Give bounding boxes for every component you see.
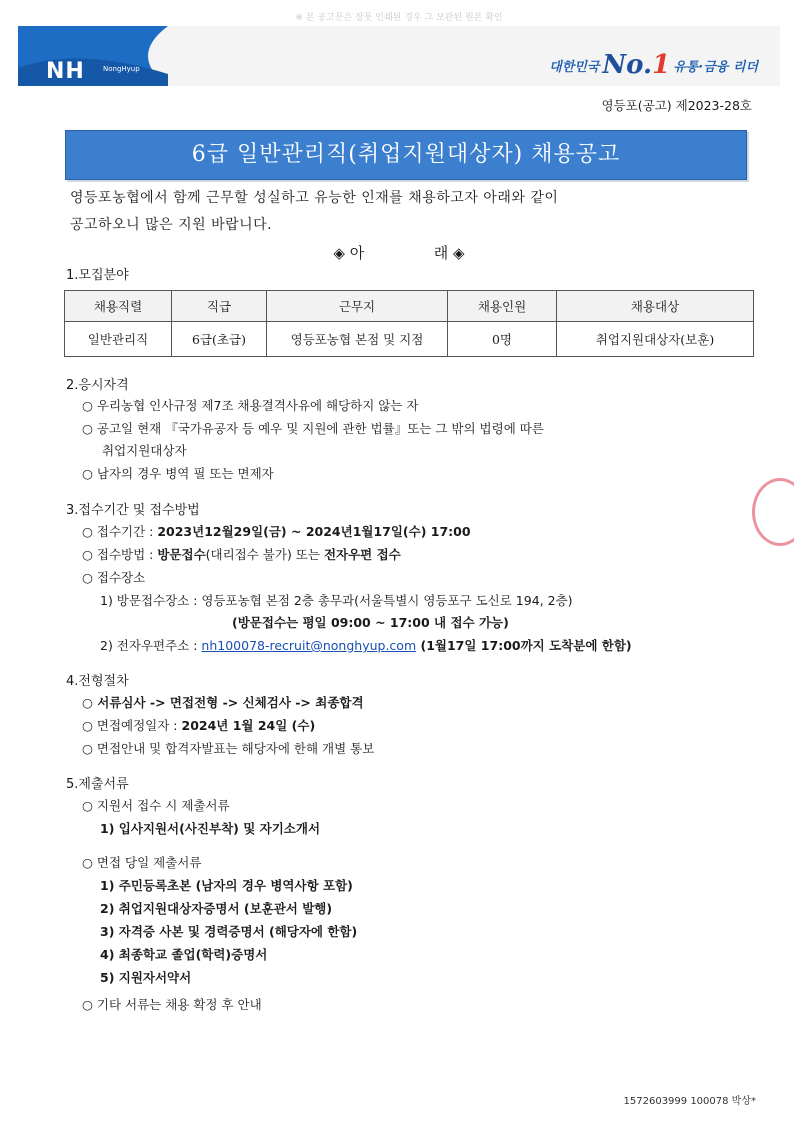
table-header-row [65, 291, 754, 322]
visit-place: 1) 방문접수장소 : 영등포농협 본점 2층 총무과(서울특별시 영등포구 도신로 194, 2층) [100, 593, 573, 608]
interview-docs-label: ○ 면접 당일 제출서류 [82, 855, 202, 870]
slogan [549, 45, 758, 85]
selection-flow: ○ 서류심사 -> 면접전형 -> 신체검사 -> 최종합격 [82, 695, 364, 710]
document-page [18, 10, 780, 1107]
recruitment-table [64, 290, 754, 357]
interview-doc-item: 5) 지원자서약서 [100, 970, 192, 985]
table-header: 채용인원 [448, 291, 557, 322]
notice-left: ◈ 아 [333, 244, 365, 262]
qualification-item: ○ 남자의 경우 병역 필 또는 면제자 [82, 466, 274, 481]
result-notice: ○ 면접안내 및 합격자발표는 해당자에 한해 개별 통보 [82, 741, 375, 756]
section-title-3: 3.접수기간 및 접수방법 [66, 503, 200, 518]
table-cell: 일반관리직 [65, 322, 172, 357]
table-cell: 0명 [448, 322, 557, 357]
table-cell: 취업지원대상자(보훈) [557, 322, 754, 357]
email-address-line: 2) 전자우편주소 : nh100078-recruit@nonghyup.com (1월17일 17:00까지 도착분에 한함) [100, 638, 632, 653]
slogan-right: 유통·금융 리더 [673, 59, 758, 75]
document-number: 영등포(공고) 제2023-28호 [601, 98, 752, 113]
table-header: 직급 [172, 291, 267, 322]
application-place-label: ○ 접수장소 [82, 570, 146, 585]
intro-line-2: 공고하오니 많은 지원 바랍니다. [70, 217, 273, 233]
interview-doc-item: 1) 주민등록초본 (남자의 경우 병역사항 포함) [100, 878, 353, 893]
interview-doc-item: 2) 취업지원대상자증명서 (보훈관서 발행) [100, 901, 333, 916]
section-title-2: 2.응시자격 [66, 378, 129, 393]
footer-code: 1572603999 100078 박상* [623, 1096, 756, 1107]
visit-hours: (방문접수는 평일 09:00 ~ 17:00 내 접수 가능) [232, 615, 509, 630]
other-docs-note: ○ 기타 서류는 채용 확정 후 안내 [82, 997, 262, 1012]
table-row [65, 322, 754, 357]
nh-logo-wave-icon [18, 26, 168, 86]
section-title-4: 4.전형절차 [66, 674, 129, 689]
notice-right: 래 ◈ [433, 244, 465, 262]
intro-paragraph [70, 185, 760, 239]
intro-line-1: 영등포농협에서 함께 근무할 성실하고 유능한 인재를 채용하고자 아래와 같이 [70, 190, 559, 206]
top-note: ※ 본 공고문은 잘못 인쇄된 경우 그 보관된 원본 확인 [295, 13, 503, 23]
application-period: ○ 접수기간 : 2023년12월29일(금) ~ 2024년1월17일(수) 17:00 [82, 524, 471, 539]
slogan-left: 대한민국 [549, 59, 600, 75]
apply-docs-label: ○ 지원서 접수 시 제출서류 [82, 798, 230, 813]
qualification-item: ○ 우리농협 인사규정 제7조 채용결격사유에 해당하지 않는 자 [82, 398, 419, 413]
email-link[interactable]: nh100078-recruit@nonghyup.com [201, 638, 417, 653]
interview-doc-item: 3) 자격증 사본 및 경력증명서 (해당자에 한함) [100, 924, 358, 939]
slogan-no1: No.1 [602, 50, 671, 80]
interview-doc-item: 4) 최종학교 졸업(학력)증명서 [100, 947, 268, 962]
table-cell: 영등포농협 본점 및 지점 [267, 322, 448, 357]
application-period-value: 2023년12월29일(금) ~ 2024년1월17일(수) 17:00 [157, 524, 471, 539]
table-header: 채용대상 [557, 291, 754, 322]
table-header: 채용직렬 [65, 291, 172, 322]
nh-logo-subtext: NongHyup [103, 65, 140, 73]
page-title: 6급 일반관리직(취업지원대상자) 채용공고 [191, 142, 621, 167]
section-title-1: 1.모집분야 [66, 268, 129, 283]
table-header: 근무지 [267, 291, 448, 322]
nh-logo-text: NH [46, 59, 85, 84]
title-bar [65, 130, 747, 180]
notice-heading [18, 242, 780, 263]
interview-date: ○ 면접예정일자 : 2024년 1월 24일 (수) [82, 718, 316, 733]
table-cell: 6급(초급) [172, 322, 267, 357]
section-title-5: 5.제출서류 [66, 777, 129, 792]
qualification-item: 취업지원대상자 [102, 443, 187, 458]
application-method: ○ 접수방법 : 방문접수(대리접수 불가) 또는 전자우편 접수 [82, 547, 401, 562]
apply-doc-item: 1) 입사지원서(사진부착) 및 자기소개서 [100, 821, 321, 836]
qualification-item: ○ 공고일 현재 『국가유공자 등 예우 및 지원에 관한 법률』또는 그 밖의 법령에 따른 [82, 421, 544, 436]
